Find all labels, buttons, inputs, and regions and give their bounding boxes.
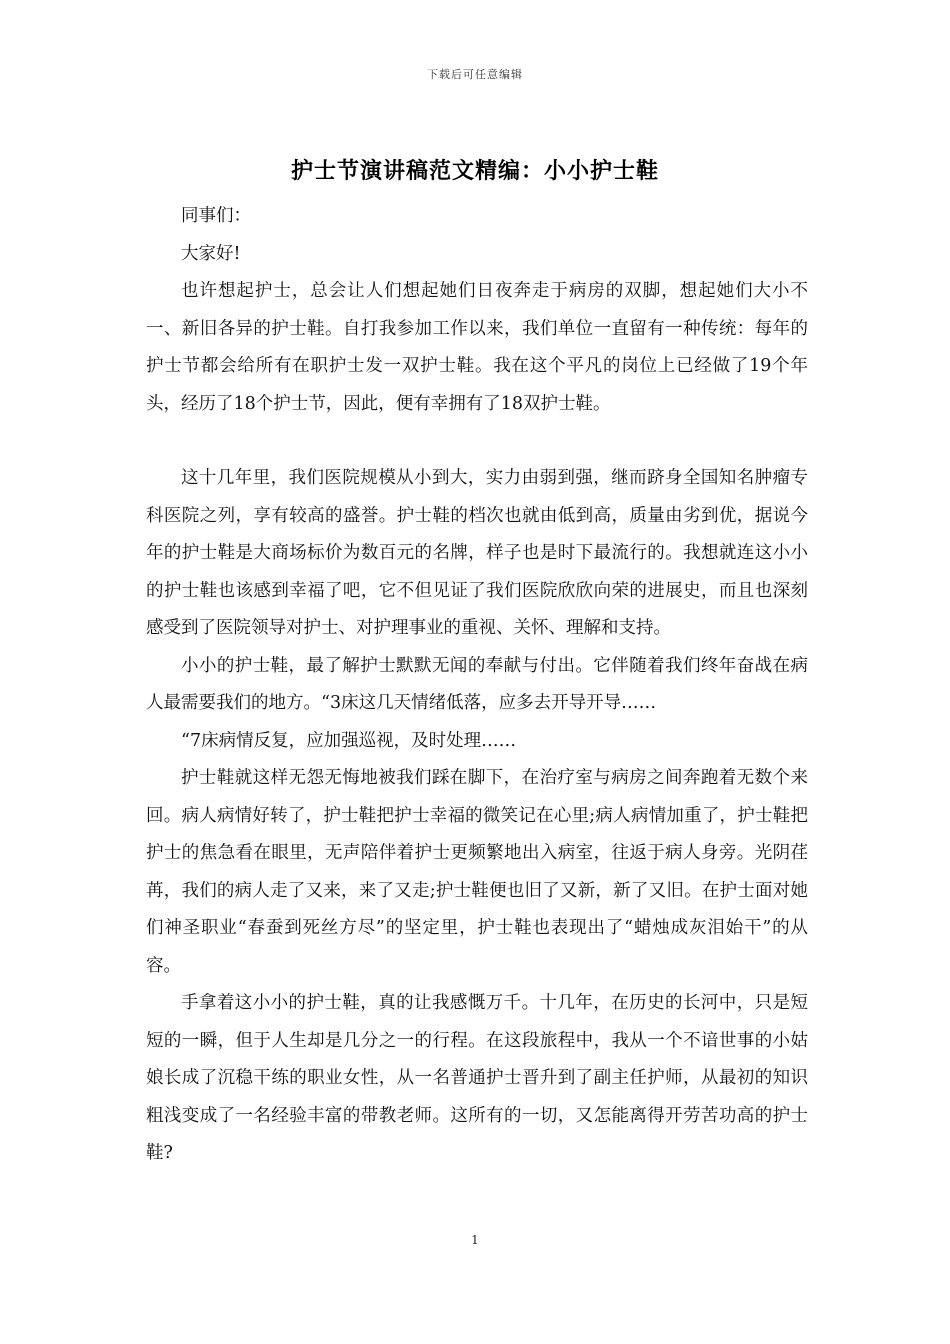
page-number: 1 — [471, 1233, 479, 1247]
document-title: 护士节演讲稿范文精编：小小护士鞋 — [290, 158, 659, 184]
page-header-note: 下载后可任意编辑 — [427, 68, 523, 81]
paragraph-bed-seven: “7床病情反复，应加强巡视，及时处理…… — [181, 730, 517, 751]
paragraph-hospital-growth: 这十几年里，我们医院规模从小到大，实力由弱到强，继而跻身全国知名肿瘤专科医院之列，享有较高的盛誉。护士鞋的档次也就由低到高，质量由劣到优，据说今年的护士鞋是大商场标价为数百元的名牌，样子也是时下最流行的。我想就连这小小的护士鞋也该感到幸福了吧，它不但见证了我们医院欣欣向荣的进展史，而且也深刻感受到了医院领导对护士、对护理事业的重视、关怀、理解和支持。 — [146, 468, 808, 638]
paragraph-reflection: 手拿着这小小的护士鞋，真的让我感慨万千。十几年，在历史的长河中，只是短短的一瞬，但于人生却是几分之一的行程。在这段旅程中，我从一个不谙世事的小姑娘长成了沉稳干练的职业女性，从一名普通护士晋升到了副主任护师，从最初的知识粗浅变成了一名经验丰富的带教老师。这所有的一切，又怎能离得开劳苦功高的护士鞋? — [146, 993, 808, 1163]
paragraph-dedication: 小小的护士鞋，最了解护士默默无闻的奉献与付出。它伴随着我们终年奋战在病人最需要我们的地方。“3床这几天情绪低落，应多去开导开导…… — [146, 655, 808, 713]
paragraph-running: 护士鞋就这样无怨无悔地被我们踩在脚下，在治疗室与病房之间奔跑着无数个来回。病人病情好转了，护士鞋把护士幸福的微笑记在心里;病人病情加重了，护士鞋把护士的焦急看在眼里，无声陪伴着护士更频繁地出入病室，往返于病人身旁。光阴荏苒，我们的病人走了又来，来了又走;护士鞋便也旧了又新，新了又旧。在护士面对她们神圣职业“春蚕到死丝方尽”的坚定里，护士鞋也表现出了“蜡烛成灰泪始干”的从容。 — [146, 768, 808, 976]
paragraph-greeting: 同事们： — [181, 206, 251, 226]
paragraph-intro: 也许想起护士，总会让人们想起她们日夜奔走于病房的双脚，想起她们大小不一、新旧各异的护士鞋。自打我参加工作以来，我们单位一直留有一种传统：每年的护士节都会给所有在职护士发一双护士鞋。我在这个平凡的岗位上已经做了19个年头，经历了18个护士节，因此，便有幸拥有了18双护士鞋。 — [146, 281, 808, 414]
paragraph-hello: 大家好! — [181, 243, 241, 264]
document-body — [146, 198, 808, 1173]
